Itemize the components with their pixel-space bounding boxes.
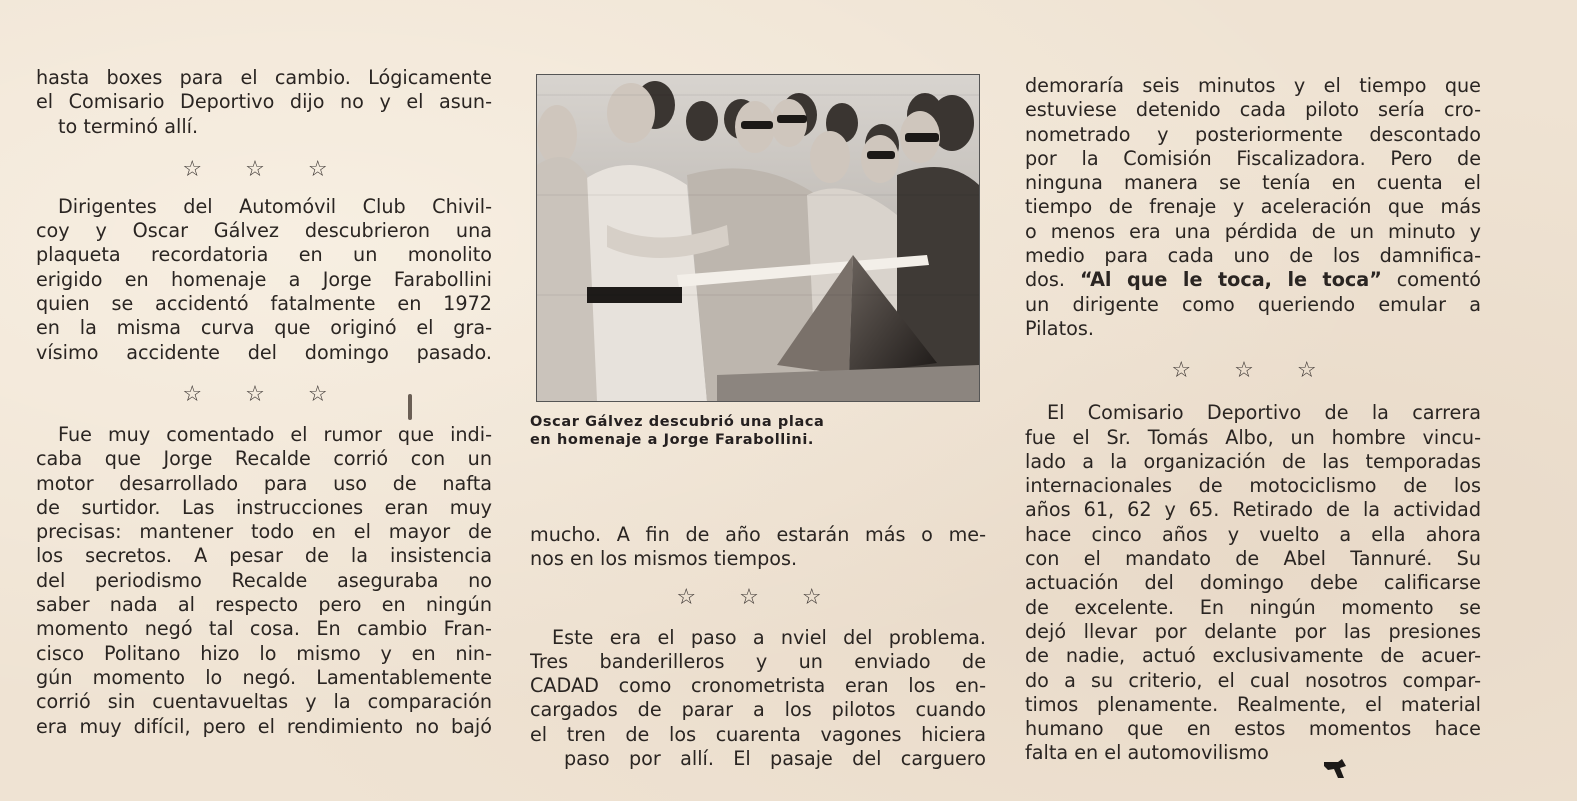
text-line: falta en el automovilismo — [1025, 741, 1269, 765]
caption-line: Oscar Gálvez descubrió una placa — [530, 414, 825, 430]
text-line: con el mandato de Abel Tannuré. Su — [1025, 547, 1481, 571]
text-line: en la misma curva que originó el gra- — [36, 316, 492, 340]
text-fragment: comentó — [1381, 268, 1481, 292]
text-line: fue el Sr. Tomás Albo, un hombre vincu- — [1025, 425, 1481, 449]
text-line: demoraría seis minutos y el tiempo que — [1025, 74, 1481, 97]
text-line: hasta boxes para el cambio. Lógicamente — [36, 66, 492, 89]
text-line: El Comisario Deportivo de la carrera — [1047, 401, 1481, 425]
text-line: nometrado y posteriormente descontado — [1025, 122, 1481, 146]
text-line: el Comisario Deportivo dijo no y el asun- — [36, 90, 492, 114]
section-divider-stars: ☆ ☆ ☆ — [182, 156, 346, 182]
text-line: estuviese detenido cada piloto sería cro- — [1025, 98, 1481, 122]
text-line: corrió sin cuentavueltas y la comparación — [36, 690, 492, 714]
text-line: medio para cada uno de los damnifica- — [1025, 244, 1481, 268]
text-line: de nadie, actuó exclusivamente de acuer- — [1025, 644, 1481, 668]
text-line: momento negó tal cosa. En cambio Fran- — [36, 617, 492, 641]
text-line: plaqueta recordatoria en un monolito — [36, 243, 492, 267]
text-line: dejó llevar por delante por las presiones — [1025, 619, 1481, 643]
text-line: cargados de parar a los pilotos cuando — [530, 698, 986, 722]
text-line: era muy difícil, pero el rendimiento no bajó — [36, 714, 492, 738]
text-line: CADAD como cronometrista eran los en- — [530, 674, 986, 698]
section-divider-stars: ☆ ☆ ☆ — [676, 584, 840, 610]
text-line: el tren de los cuarenta vagones hiciera — [530, 722, 986, 746]
text-line: ninguna manera se tenía en cuenta el — [1025, 171, 1481, 195]
text-line: tiempo de frenaje y aceleración que más — [1025, 195, 1481, 219]
caption-line: en homenaje a Jorge Farabollini. — [530, 432, 815, 448]
text-line: Este era el paso a nviel del problema. — [552, 625, 986, 649]
photo-caption — [530, 413, 880, 449]
text-line: Tres banderilleros y un enviado de — [530, 649, 986, 673]
column-2 — [530, 523, 986, 771]
text-line: mucho. A fin de año estarán más o me- — [530, 523, 986, 546]
column-3 — [1025, 74, 1481, 766]
text-line: por la Comisión Fiscalizadora. Pero de — [1025, 146, 1481, 170]
text-line: años 61, 62 y 65. Retirado de la actividad — [1025, 498, 1481, 522]
text-line: motor desarrollado para uso de nafta — [36, 471, 492, 495]
text-line: de surtidor. Las instrucciones eran muy — [36, 495, 492, 519]
photo-illustration — [537, 75, 979, 401]
text-line: de excelente. En ningún momento se — [1025, 595, 1481, 619]
text-line: del periodismo Recalde aseguraba no — [36, 568, 492, 592]
text-line: gún momento lo negó. Lamentablemente — [36, 665, 492, 689]
column-1 — [36, 66, 492, 739]
text-line: coy y Oscar Gálvez descubrieron una — [36, 219, 492, 243]
text-line: saber nada al respecto pero en ningún — [36, 593, 492, 617]
text-fragment: dos. — [1025, 268, 1080, 292]
news-photo — [536, 74, 980, 402]
text-line: humano que en estos momentos hace — [1025, 717, 1481, 741]
text-line: paso por allí. El pasaje del carguero — [564, 747, 986, 771]
text-line: internacionales de motociclismo de los — [1025, 474, 1481, 498]
text-line: Dirigentes del Automóvil Club Chivil- — [58, 194, 492, 218]
text-line-quote — [1025, 268, 1481, 292]
section-divider-stars: ☆ ☆ ☆ — [182, 381, 346, 407]
text-line: Fue muy comentado el rumor que indi- — [58, 422, 492, 446]
text-line: lado a la organización de las temporadas — [1025, 449, 1481, 473]
text-line: erigido en homenaje a Jorge Farabollini — [36, 267, 492, 291]
text-line: vísimo accidente del domingo pasado. — [36, 340, 492, 364]
text-line: to terminó allí. — [58, 114, 199, 138]
quote-bold: “Al que le toca, le toca” — [1079, 268, 1382, 292]
section-divider-stars: ☆ ☆ ☆ — [1171, 358, 1335, 384]
article-end-mark-icon — [1322, 758, 1348, 780]
text-line: los secretos. A pesar de la insistencia — [36, 544, 492, 568]
text-line: quien se accidentó fatalmente en 1972 — [36, 292, 492, 316]
text-line: do a su criterio, el cual nosotros compar- — [1025, 668, 1481, 692]
text-line: nos en los mismos tiempos. — [530, 547, 798, 571]
text-line: hace cinco años y vuelto a ella ahora — [1025, 522, 1481, 546]
text-line: precisas: mantener todo en el mayor de — [36, 520, 492, 544]
text-line: caba que Jorge Recalde corrió con un — [36, 447, 492, 471]
text-line: timos plenamente. Realmente, el material — [1025, 692, 1481, 716]
text-line: un dirigente como queriendo emular a — [1025, 292, 1481, 316]
text-line: Pilatos. — [1025, 316, 1094, 340]
text-line: cisco Politano hizo lo mismo y en nin- — [36, 641, 492, 665]
text-line: actuación del domingo debe calificarse — [1025, 571, 1481, 595]
text-line: o menos era una pérdida de un minuto y — [1025, 219, 1481, 243]
